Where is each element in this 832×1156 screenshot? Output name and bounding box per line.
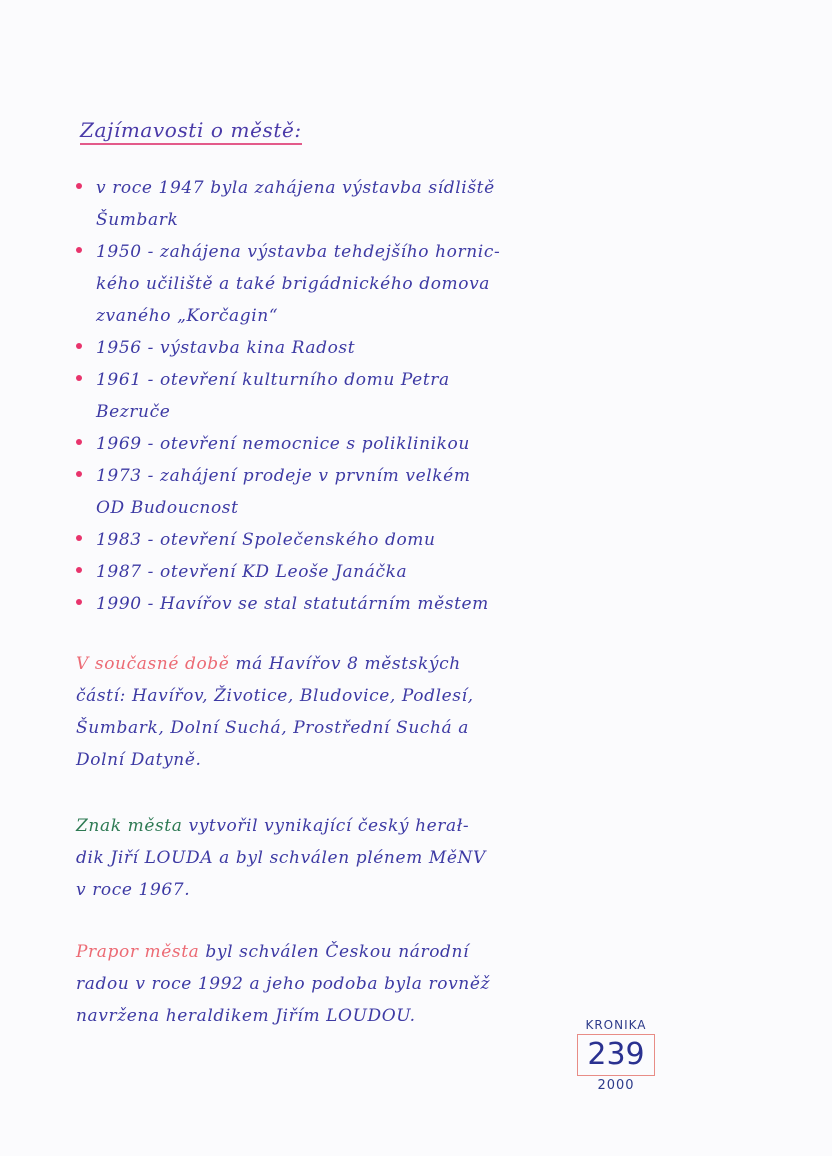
item-line: 1983 - otevření Společenského domu <box>96 530 436 550</box>
item-line: 1987 - otevření KD Leoše Janáčka <box>96 562 408 582</box>
para-line: radou v roce 1992 a jeho podoba byla rovněž <box>76 974 491 994</box>
item-line: 1969 - otevření nemocnice s poliklinikou <box>96 434 470 454</box>
list-item <box>72 172 592 236</box>
list-item <box>72 556 592 588</box>
item-line: 1973 - zahájení prodeje v prvním velkém <box>96 466 471 486</box>
bullet-dot <box>76 439 82 445</box>
list-item <box>72 332 592 364</box>
bullet-dot <box>76 375 82 381</box>
para-rest: má Havířov 8 městských <box>229 654 461 674</box>
page-title: Zajímavosti o městě: <box>80 118 302 145</box>
para-line <box>76 810 596 842</box>
stamp-label: KRONIKA <box>585 1018 647 1032</box>
bullet-dot <box>76 247 82 253</box>
paragraph-flag <box>76 936 596 1032</box>
item-line: 1956 - výstavba kina Radost <box>96 338 356 358</box>
para-line: dik Jiří LOUDA a byl schválen plénem MěNV <box>76 848 486 868</box>
bullet-dot <box>76 535 82 541</box>
list-item <box>72 460 592 524</box>
list-item <box>72 524 592 556</box>
para-line: Dolní Datyně. <box>76 750 202 770</box>
list-item <box>72 236 592 332</box>
para-line <box>76 648 596 680</box>
item-line: 1950 - zahájena výstavba tehdejšího hornic- <box>96 242 501 262</box>
para-line <box>76 936 596 968</box>
paragraph-city-parts <box>76 648 596 776</box>
item-line: kého učiliště a také brigádnického domova <box>96 274 491 294</box>
bullet-dot <box>76 183 82 189</box>
item-line: zvaného „Korčagin“ <box>96 306 279 326</box>
para-accent: Prapor města <box>76 942 200 962</box>
stamp-year: 2000 <box>597 1078 635 1093</box>
para-line: navržena heraldikem Jiřím LOUDOU. <box>76 1006 416 1026</box>
bullet-dot <box>76 567 82 573</box>
page-number: 239 <box>577 1034 655 1076</box>
para-accent: Znak města <box>76 816 183 836</box>
para-rest: vytvořil vynikající český herał- <box>182 816 470 836</box>
list-item <box>72 364 592 428</box>
page-stamp <box>574 1018 658 1093</box>
item-line: OD Budoucnost <box>96 498 239 518</box>
bullet-dot <box>76 471 82 477</box>
item-line: Bezruče <box>96 402 171 422</box>
item-line: v roce 1947 byla zahájena výstavba sídliště <box>96 178 495 198</box>
para-line: částí: Havířov, Životice, Bludovice, Podlesí, <box>76 686 474 706</box>
para-rest: byl schválen Českou národní <box>199 942 470 962</box>
item-line: 1990 - Havířov se stal statutárním městem <box>96 594 489 614</box>
item-line: 1961 - otevření kulturního domu Petra <box>96 370 450 390</box>
item-line: Šumbark <box>96 210 179 230</box>
events-list <box>72 172 592 620</box>
list-item <box>72 588 592 620</box>
bullet-dot <box>76 599 82 605</box>
para-line: v roce 1967. <box>76 880 191 900</box>
paragraph-coat-of-arms <box>76 810 596 906</box>
list-item <box>72 428 592 460</box>
para-accent: V současné době <box>76 654 230 674</box>
para-line: Šumbark, Dolní Suchá, Prostřední Suchá a <box>76 718 470 738</box>
bullet-dot <box>76 343 82 349</box>
